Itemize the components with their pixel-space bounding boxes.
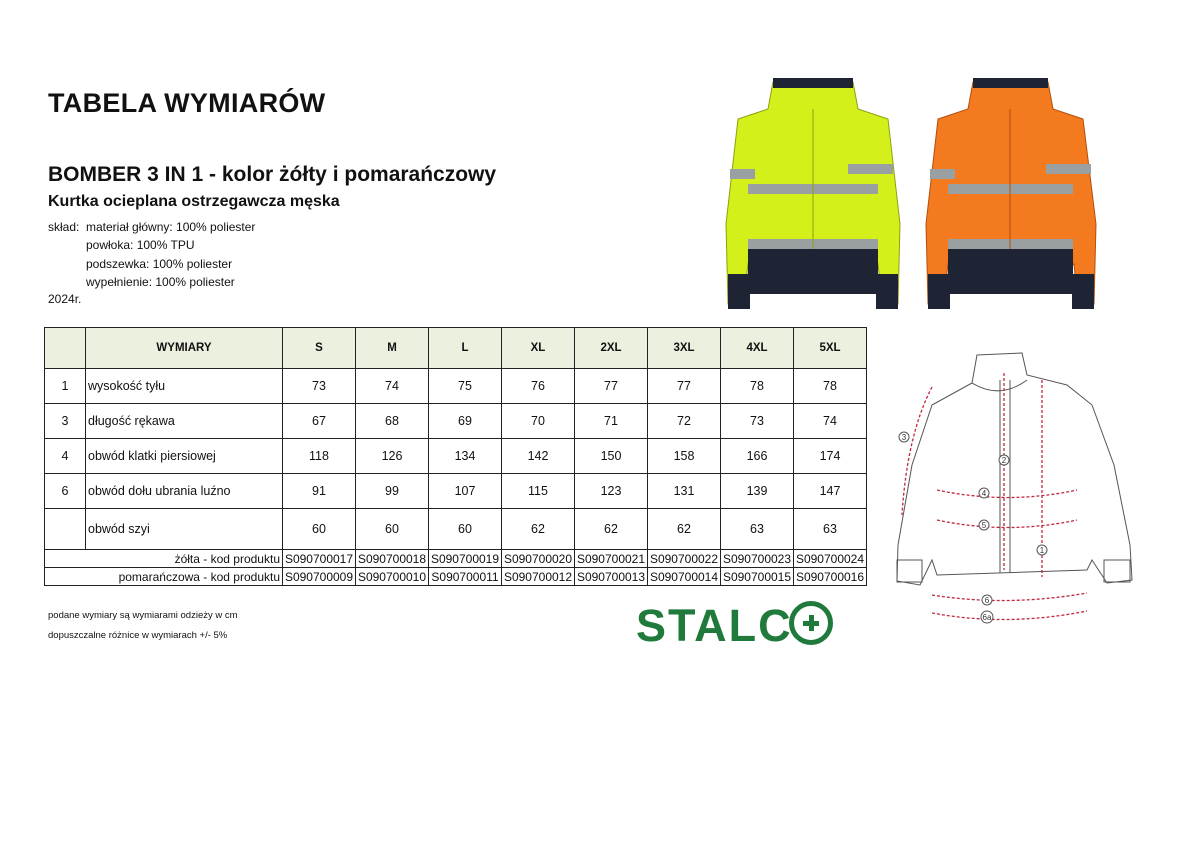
cell: 60 (283, 509, 356, 550)
code-cell: S090700022 (648, 550, 721, 568)
cell: 131 (648, 474, 721, 509)
table-row (45, 474, 867, 509)
cell: 76 (502, 369, 575, 404)
table-row (45, 509, 867, 550)
cell: 147 (794, 474, 867, 509)
footnote: podane wymiary są wymiarami odzieży w cm (48, 610, 238, 621)
diagram-label: 6a (982, 613, 992, 622)
product-description: Kurtka ocieplana ostrzegawcza męska (48, 193, 340, 210)
row-num: 3 (45, 404, 86, 439)
cell: 126 (356, 439, 429, 474)
cell: 63 (794, 509, 867, 550)
code-cell: S090700012 (502, 568, 575, 586)
cell: 62 (502, 509, 575, 550)
product-name: BOMBER 3 IN 1 - kolor żółty i pomarańczowy (48, 163, 497, 186)
composition-line: wypełnienie: 100% poliester (86, 275, 235, 289)
cell: 118 (283, 439, 356, 474)
size-header: 4XL (721, 328, 794, 369)
cell: 91 (283, 474, 356, 509)
code-label: żółta - kod produktu (45, 550, 283, 568)
yellow-jacket-image (718, 74, 908, 314)
cell: 72 (648, 404, 721, 439)
code-cell: S090700023 (721, 550, 794, 568)
header-num-cell (45, 328, 86, 369)
row-num: 6 (45, 474, 86, 509)
cell: 158 (648, 439, 721, 474)
row-num: 1 (45, 369, 86, 404)
cell: 60 (356, 509, 429, 550)
code-cell: S090700017 (283, 550, 356, 568)
code-cell: S090700009 (283, 568, 356, 586)
orange-jacket-image (918, 74, 1103, 314)
size-header: L (429, 328, 502, 369)
cell: 150 (575, 439, 648, 474)
size-table (44, 327, 867, 586)
year: 2024r. (48, 292, 82, 306)
size-header: M (356, 328, 429, 369)
row-label: obwód szyi (86, 509, 283, 550)
cell: 174 (794, 439, 867, 474)
table-header-row (45, 328, 867, 369)
diagram-label: 4 (981, 489, 987, 498)
header-label-cell: WYMIARY (86, 328, 283, 369)
page-title: TABELA WYMIARÓW (48, 88, 326, 118)
code-cell: S090700024 (794, 550, 867, 568)
code-cell: S090700016 (794, 568, 867, 586)
diagram-label: 2 (1001, 456, 1007, 465)
cell: 71 (575, 404, 648, 439)
cell: 134 (429, 439, 502, 474)
code-cell: S090700020 (502, 550, 575, 568)
cell: 63 (721, 509, 794, 550)
cell: 77 (575, 369, 648, 404)
row-label: obwód klatki piersiowej (86, 439, 283, 474)
cell: 68 (356, 404, 429, 439)
row-num (45, 509, 86, 550)
code-row (45, 568, 867, 586)
size-header: 5XL (794, 328, 867, 369)
cell: 75 (429, 369, 502, 404)
cell: 107 (429, 474, 502, 509)
size-header: XL (502, 328, 575, 369)
code-cell: S090700011 (429, 568, 502, 586)
diagram-label: 3 (901, 433, 907, 442)
table-row (45, 369, 867, 404)
code-cell: S090700021 (575, 550, 648, 568)
cell: 67 (283, 404, 356, 439)
cell: 99 (356, 474, 429, 509)
code-cell: S090700014 (648, 568, 721, 586)
code-cell: S090700015 (721, 568, 794, 586)
footnote: dopuszczalne różnice w wymiarach +/- 5% (48, 630, 228, 641)
cell: 74 (356, 369, 429, 404)
diagram-label: 5 (981, 521, 987, 530)
table-row (45, 439, 867, 474)
cell: 139 (721, 474, 794, 509)
diagram-label: 1 (1039, 546, 1045, 555)
code-cell: S090700018 (356, 550, 429, 568)
row-label: obwód dołu ubrania luźno (86, 474, 283, 509)
plus-circle-icon (789, 601, 833, 645)
measurement-diagram (892, 345, 1157, 630)
cell: 78 (721, 369, 794, 404)
composition-line: materiał główny: 100% poliester (86, 220, 256, 234)
code-row (45, 550, 867, 568)
cell: 70 (502, 404, 575, 439)
cell: 62 (575, 509, 648, 550)
cell: 78 (794, 369, 867, 404)
composition-line: podszewka: 100% poliester (86, 257, 233, 271)
row-label: wysokość tyłu (86, 369, 283, 404)
code-cell: S090700019 (429, 550, 502, 568)
composition-line: powłoka: 100% TPU (86, 238, 195, 252)
code-cell: S090700010 (356, 568, 429, 586)
code-label: pomarańczowa - kod produktu (45, 568, 283, 586)
cell: 73 (283, 369, 356, 404)
cell: 166 (721, 439, 794, 474)
size-header: 2XL (575, 328, 648, 369)
cell: 69 (429, 404, 502, 439)
composition-label: skład: (48, 220, 80, 234)
size-header: S (283, 328, 356, 369)
cell: 62 (648, 509, 721, 550)
stalco-logo (636, 600, 833, 652)
cell: 123 (575, 474, 648, 509)
cell: 77 (648, 369, 721, 404)
cell: 73 (721, 404, 794, 439)
row-num: 4 (45, 439, 86, 474)
row-label: długość rękawa (86, 404, 283, 439)
diagram-label: 6 (984, 596, 990, 605)
cell: 74 (794, 404, 867, 439)
code-cell: S090700013 (575, 568, 648, 586)
table-row (45, 404, 867, 439)
cell: 115 (502, 474, 575, 509)
cell: 142 (502, 439, 575, 474)
size-header: 3XL (648, 328, 721, 369)
cell: 60 (429, 509, 502, 550)
logo-text: STALC (636, 600, 793, 651)
